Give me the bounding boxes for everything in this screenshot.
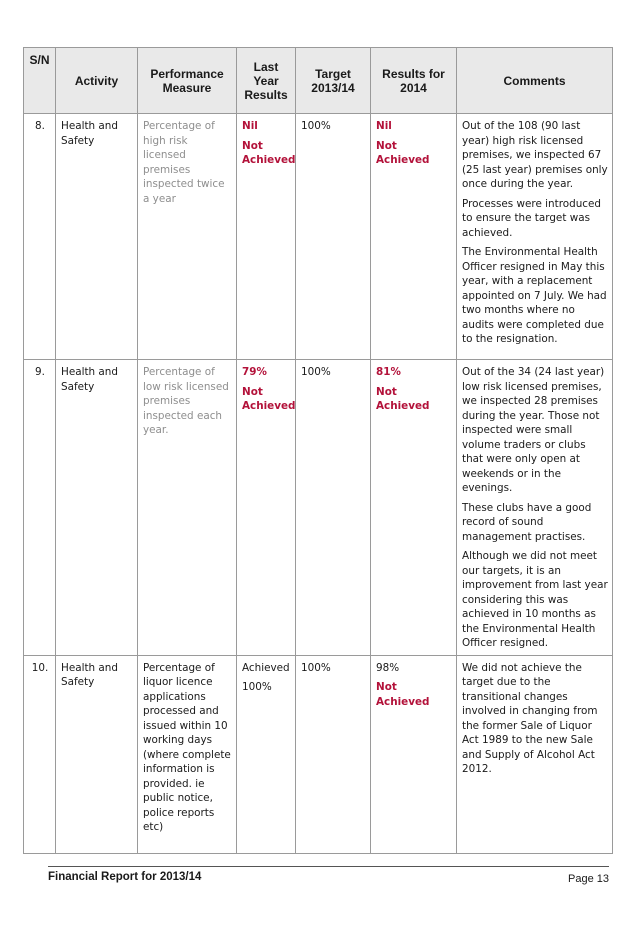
last-year-value: Achieved: [242, 661, 290, 674]
header-performance-measure: Performance Measure: [138, 48, 237, 114]
row-activity: Health and Safety: [56, 114, 138, 360]
result-value: Nil: [376, 120, 392, 132]
row-activity: Health and Safety: [56, 655, 138, 853]
header-sn: S/N: [24, 48, 56, 114]
row-sn: 8.: [24, 114, 56, 360]
last-year-status: 100%: [242, 681, 272, 693]
last-year-value: Nil: [242, 120, 258, 132]
header-results: Results for 2014: [371, 48, 457, 114]
comment-paragraph: Out of the 108 (90 last year) high risk licensed premises, we inspected 67 (25 last year) premises only once during the year.: [462, 120, 608, 190]
header-row: [24, 48, 613, 114]
row-last-year-results: [237, 360, 296, 656]
header-last-year-results: Last Year Results: [237, 48, 296, 114]
result-status: Not Achieved: [376, 681, 430, 708]
table-row: [24, 360, 613, 656]
result-status: Not Achieved: [376, 385, 430, 412]
row-activity: Health and Safety: [56, 360, 138, 656]
row-performance-measure: Percentage of high risk licensed premises inspected twice a year: [138, 114, 237, 360]
row-target: 100%: [296, 655, 371, 853]
table-row: [24, 655, 613, 853]
comment-paragraph: These clubs have a good record of sound management practises.: [462, 501, 592, 543]
last-year-value: 79%: [242, 366, 267, 378]
row-last-year-results: [237, 114, 296, 360]
table-row: [24, 114, 613, 360]
result-status: Not Achieved: [376, 139, 430, 166]
last-year-status: Not Achieved: [242, 385, 296, 412]
row-performance-measure: Percentage of low risk licensed premises inspected each year.: [138, 360, 237, 656]
row-target: 100%: [296, 360, 371, 656]
result-value: 98%: [376, 661, 400, 674]
row-comments: [457, 360, 613, 656]
page-footer: [48, 866, 609, 883]
comment-paragraph: Processes were introduced to ensure the target was achieved.: [462, 197, 601, 239]
comment-paragraph: Although we did not meet our targets, it is an improvement from last year considering this was achieved in 10 months as the Environmental Health Officer resigned.: [462, 550, 608, 649]
comment-paragraph: Out of the 34 (24 last year) low risk licensed premises, we inspected 28 premises during the year. Those not inspected were small volume traders or clubs that were only open at weekends or in the evenings.: [462, 366, 605, 494]
row-results: [371, 114, 457, 360]
row-results: [371, 360, 457, 656]
performance-table: [23, 47, 613, 854]
comment-paragraph: The Environmental Health Officer resigned in May this year, with a replacement appointed on 7 July. We had two months where no audits were completed due to the resignation.: [462, 246, 607, 345]
header-target: Target 2013/14: [296, 48, 371, 114]
last-year-status: Not Achieved: [242, 139, 296, 166]
row-performance-measure: Percentage of liquor licence applications processed and issued within 10 working days (where complete information is provided. ie public notice, police reports etc): [138, 655, 237, 853]
row-target: 100%: [296, 114, 371, 360]
row-results: [371, 655, 457, 853]
row-sn: 10.: [24, 655, 56, 853]
row-last-year-results: [237, 655, 296, 853]
row-comments: [457, 114, 613, 360]
result-value: 81%: [376, 366, 401, 378]
row-comments: [457, 655, 613, 853]
header-comments: Comments: [457, 48, 613, 114]
row-sn: 9.: [24, 360, 56, 656]
report-title: Financial Report for 2013/14: [48, 871, 202, 883]
header-activity: Activity: [56, 48, 138, 114]
comment-paragraph: We did not achieve the target due to the transitional changes involved in changing from the former Sale of Liquor Act 1989 to the new Sale and Supply of Alcohol Act 2012.: [462, 661, 598, 775]
page-number: Page 13: [568, 873, 609, 885]
